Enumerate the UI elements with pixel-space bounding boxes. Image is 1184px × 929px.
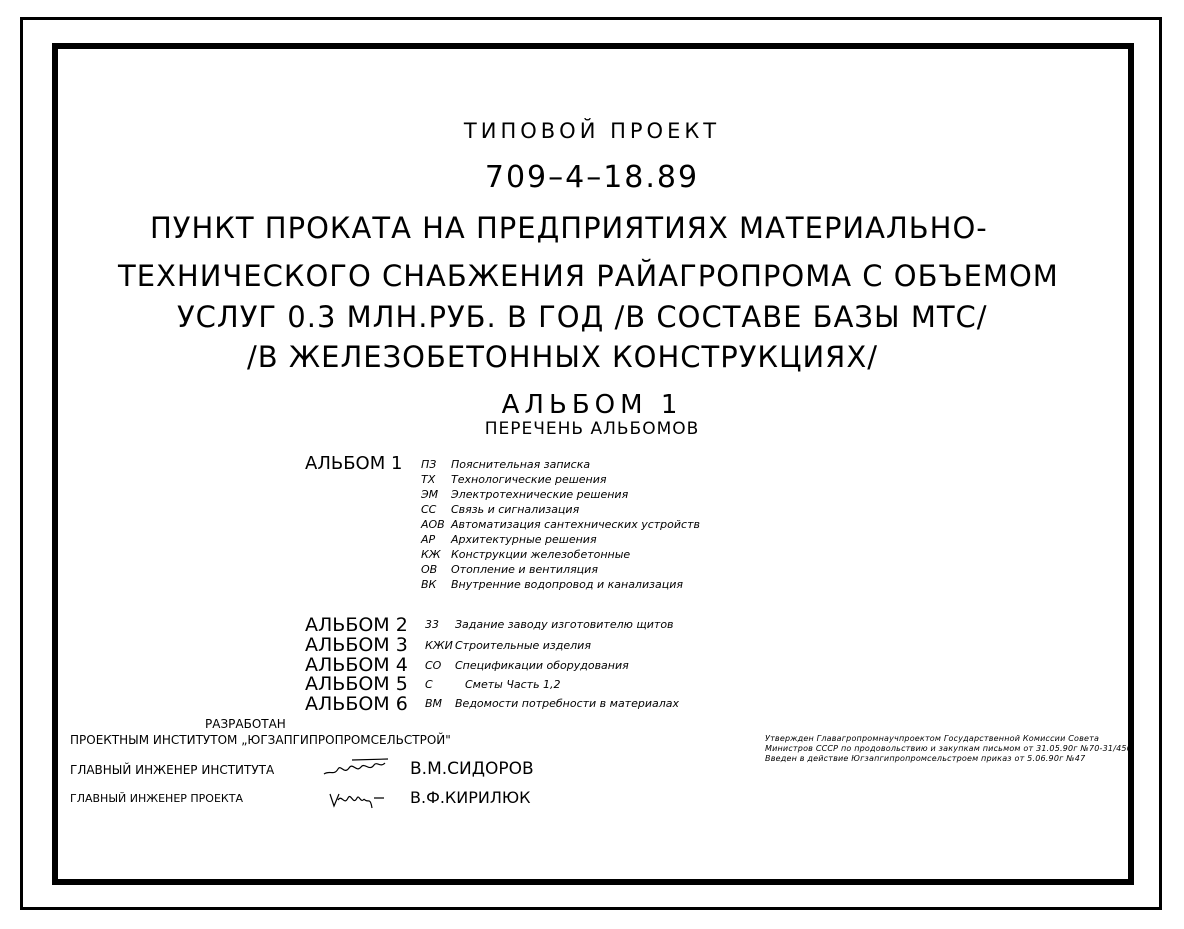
section-row: ТХ Технологические решения bbox=[421, 473, 607, 486]
section-row: ОВ Отопление и вентиляция bbox=[421, 563, 598, 576]
chief-engineer-project-name: В.Ф.КИРИЛЮК bbox=[410, 788, 531, 807]
approval-line: Утвержден Главагропромнаучпроектом Государственной Комиссии Совета bbox=[765, 734, 1100, 743]
album-label: АЛЬБОМ 5 bbox=[305, 673, 408, 695]
album-label: АЛЬБОМ 6 bbox=[305, 693, 408, 715]
approval-line: Введен в действие Югзапгипропромсельстроем приказ от 5.06.90г №47 bbox=[765, 754, 1086, 763]
album1-label: АЛЬБОМ 1 bbox=[305, 453, 403, 474]
signature-sidorov bbox=[322, 756, 394, 780]
project-code: 709–4–18.89 bbox=[484, 160, 700, 195]
developer-institute: ПРОЕКТНЫМ ИНСТИТУТОМ „ЮГЗАПГИПРОПРОМСЕЛЬСТРОЙ" bbox=[70, 733, 451, 747]
album-label: АЛЬБОМ 3 bbox=[305, 634, 408, 656]
album-label: АЛЬБОМ 4 bbox=[305, 654, 408, 676]
album-name: Ведомости потребности в материалах bbox=[455, 697, 680, 710]
albums-list-title: ПЕРЕЧЕНЬ АЛЬБОМОВ bbox=[484, 419, 700, 439]
album-label: АЛЬБОМ 2 bbox=[305, 614, 408, 636]
chief-engineer-institute-label: ГЛАВНЫЙ ИНЖЕНЕР ИНСТИТУТА bbox=[70, 763, 275, 777]
chief-engineer-project-label: ГЛАВНЫЙ ИНЖЕНЕР ПРОЕКТА bbox=[70, 792, 243, 805]
section-row: ВК Внутренние водопровод и канализация bbox=[421, 578, 683, 591]
section-row: СС Связь и сигнализация bbox=[421, 503, 580, 516]
title-line-1: ПУНКТ ПРОКАТА НА ПРЕДПРИЯТИЯХ МАТЕРИАЛЬНО- bbox=[150, 211, 988, 245]
developed-by: РАЗРАБОТАН bbox=[205, 717, 286, 731]
album-name: Сметы Часть 1,2 bbox=[465, 678, 561, 691]
approval-line: Министров СССР по продовольствию и закупкам письмом от 31.05.90г №70-31/450 bbox=[765, 744, 1132, 753]
album-code: 33 bbox=[425, 618, 439, 631]
title-line-4: /В ЖЕЛЕЗОБЕТОННЫХ КОНСТРУКЦИЯХ/ bbox=[247, 340, 878, 374]
album-code: С bbox=[425, 678, 433, 691]
section-row: ЭМ Электротехнические решения bbox=[421, 488, 629, 501]
album-code: ВМ bbox=[425, 697, 443, 710]
title-line-2: ТЕХНИЧЕСКОГО СНАБЖЕНИЯ РАЙАГРОПРОМА С ОБЪЕМОМ bbox=[118, 259, 1059, 293]
chief-engineer-institute-name: В.М.СИДОРОВ bbox=[410, 759, 534, 779]
project-type: ТИПОВОЙ ПРОЕКТ bbox=[463, 119, 721, 143]
album-name: Задание заводу изготовителю щитов bbox=[455, 618, 674, 631]
album-title: АЛЬБОМ 1 bbox=[501, 390, 683, 420]
album-name: Спецификации оборудования bbox=[455, 659, 629, 672]
section-row: АОВ Автоматизация сантехнических устройств bbox=[421, 518, 700, 531]
album-name: Строительные изделия bbox=[455, 639, 591, 652]
section-row: АР Архитектурные решения bbox=[421, 533, 597, 546]
section-row: ПЗ Пояснительная записка bbox=[421, 458, 591, 471]
section-row: КЖ Конструкции железобетонные bbox=[421, 548, 631, 561]
album-code: СО bbox=[425, 659, 442, 672]
title-line-3: УСЛУГ 0.3 МЛН.РУБ. В ГОД /В СОСТАВЕ БАЗЫ МТС/ bbox=[177, 300, 988, 334]
signature-kirilyuk bbox=[326, 786, 388, 814]
album-code: КЖИ bbox=[425, 639, 453, 652]
